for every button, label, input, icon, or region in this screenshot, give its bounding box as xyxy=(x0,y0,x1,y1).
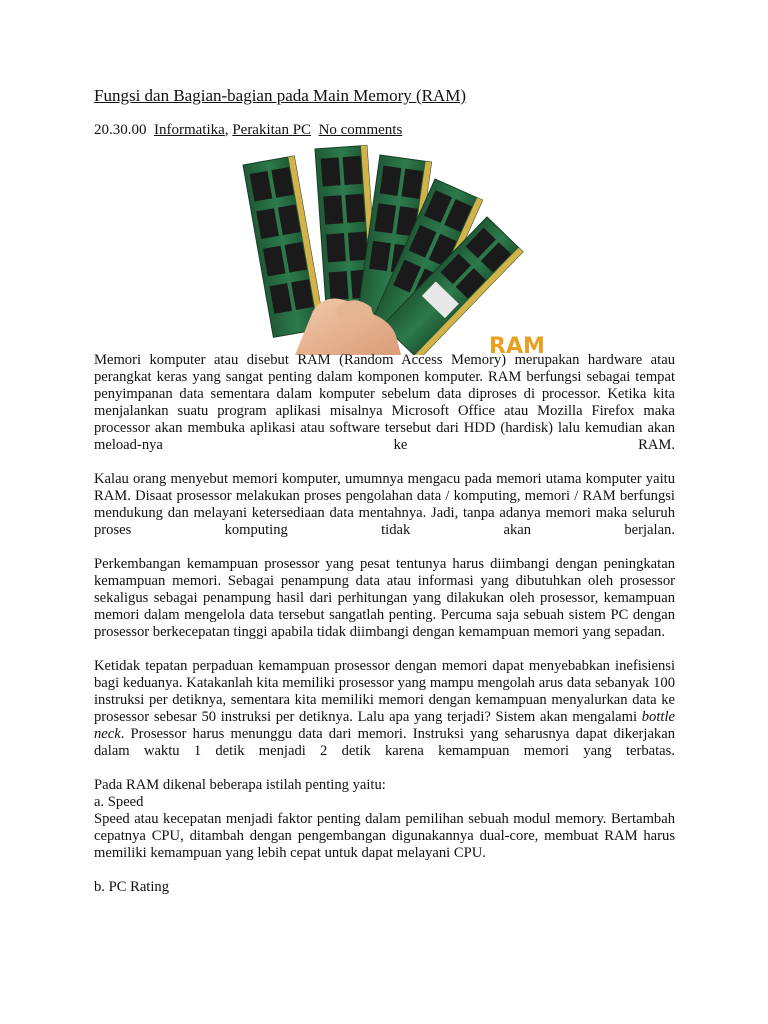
ram-image-label: RAM xyxy=(489,334,545,359)
paragraph-4-text-b: . Prosessor harus menunggu data dari memori. Instruksi yang seharusnya dapat dikerjakan dalam waktu 1 detik menjadi 2 detik karena kemampuan memori yang terbatas. xyxy=(94,726,675,759)
paragraph-3: Perkembangan kemampuan prosessor yang pesat tentunya harus diimbangi dengan peningkatan kemampuan memori. Sebagai penampung data atau informasi yang dibutuhkan oleh prosessor sekaligus sebagai penampung hasil dari perhitungan yang dilakukan oleh prosessor, kemampuan memori dalam mengelola data tersebut sangatlah penting. Percuma saja sebuah sistem PC dengan prosessor berkecepatan tinggi apabila tidak diimbangi dengan kemampuan memori yang sepadan. xyxy=(94,556,675,640)
bottle-neck-term: bottle neck xyxy=(94,709,675,742)
category-link-perakitan-pc[interactable]: Perakitan PC xyxy=(232,122,312,138)
paragraph-4-text-a: Ketidak tepatan perpaduan kemampuan prosessor dengan memori dapat menyebabkan inefisiensi bagi keduanya. Katakanlah kita memiliki prosessor yang mampu mengolah arus data sebanyak 100 instruksi per detiknya, sementara kita memiliki memori dengan kemampuan menyalurkan data ke prosessor sebesar 50 instruksi per detiknya. Lalu apa yang terjadi? Sistem akan mengalami xyxy=(94,658,675,725)
paragraph-1: Memori komputer atau disebut RAM (Random Access Memory) merupakan hardware atau perangkat keras yang sangat penting dalam komponen komputer. RAM berfungsi sebagai tempat penyimpanan data sementara dalam komputer sebelum data diproses di processor. Ketika kita menjalankan suatu program aplikasi misalnya Microsoft Office atau Mozilla Firefox maka processor akan membuka aplikasi atau software tersebut dari HDD (hardisk) lalu kemudian akan meload-nya ke RAM. xyxy=(94,352,675,453)
category-link-informatika[interactable]: Informatika xyxy=(154,122,225,138)
paragraph-5 xyxy=(94,777,675,862)
paragraph-6 xyxy=(94,879,675,896)
ram-modules-image xyxy=(225,143,545,355)
post-meta xyxy=(94,121,402,139)
post-time: 20.30.00 xyxy=(94,122,147,138)
paragraph-2: Kalau orang menyebut memori komputer, umumnya mengacu pada memori utama komputer yaitu RAM. Disaat prosessor melakukan proses pengolahan data / komputing, memori / RAM berfungsi mendukung dan melayani ketersediaan data mentahnya. Jadi, tanpa adanya memori maka seluruh proses komputing tidak akan berjalan. xyxy=(94,471,675,538)
comments-link[interactable]: No comments xyxy=(318,122,403,138)
ram-terms-intro: Pada RAM dikenal beberapa istilah penting yaitu: xyxy=(94,777,386,793)
article-body xyxy=(94,352,675,913)
paragraph-4 xyxy=(94,658,675,760)
ram-stick-1 xyxy=(243,156,325,337)
speed-heading: a. Speed xyxy=(94,794,144,810)
pc-rating-heading: b. PC Rating xyxy=(94,879,170,895)
speed-body: Speed atau kecepatan menjadi faktor penting dalam pemilihan sebuah modul memory. Bertambah cepatnya CPU, ditambah dengan pengembangan digunakannya dual-core, membuat RAM harus memiliki kemampuan yang lebih cepat untuk dapat melayani CPU. xyxy=(94,811,675,861)
category-separator: , xyxy=(224,122,229,138)
page-title: Fungsi dan Bagian-bagian pada Main Memory (RAM) xyxy=(94,86,467,105)
